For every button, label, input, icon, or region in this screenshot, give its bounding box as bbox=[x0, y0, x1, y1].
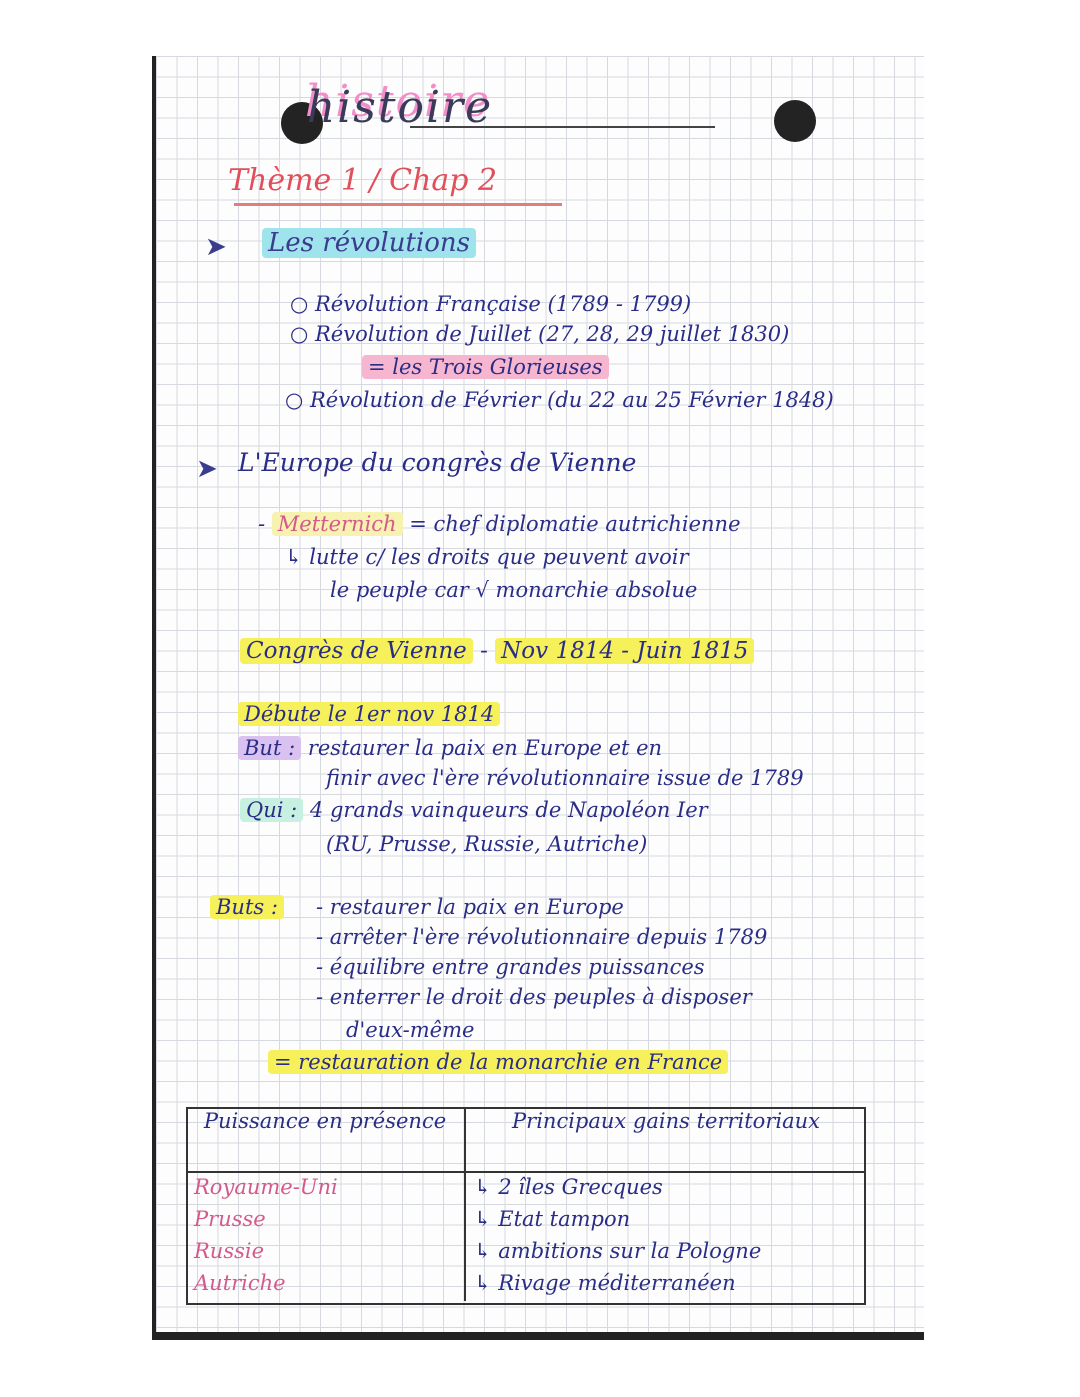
list-item bbox=[362, 355, 609, 379]
buts-label: Buts : bbox=[210, 895, 284, 919]
buts-result bbox=[268, 1050, 728, 1074]
gain-cell: ↳ Rivage méditerranéen bbox=[474, 1271, 736, 1295]
punch-hole-right bbox=[774, 100, 816, 142]
table-row bbox=[186, 1172, 866, 1205]
list-item-text: Révolution de Février (du 22 au 25 Février 1848) bbox=[310, 388, 834, 412]
but-label: But : bbox=[238, 736, 301, 760]
page-title: histoire bbox=[306, 82, 494, 133]
buts-item: - restaurer la paix en Europe bbox=[316, 895, 624, 919]
arrow-bullet-icon: ➤ bbox=[196, 454, 218, 484]
section-revolutions-heading: Les révolutions bbox=[262, 228, 476, 258]
buts-item: - arrêter l'ère révolutionnaire depuis 1789 bbox=[316, 925, 768, 949]
gain-cell: ↳ 2 îles Grecques bbox=[474, 1175, 663, 1199]
gains-table bbox=[186, 1107, 866, 1301]
power-cell: Autriche bbox=[186, 1269, 465, 1301]
table-header-row bbox=[186, 1107, 866, 1172]
trois-glorieuses-highlight: = les Trois Glorieuses bbox=[362, 355, 609, 379]
qui-label: Qui : bbox=[240, 798, 303, 822]
congres-label: Congrès de Vienne bbox=[240, 638, 473, 664]
debut-label: Débute le 1er nov 1814 bbox=[238, 702, 500, 726]
metternich-line2: ↳ lutte c/ les droits que peuvent avoir bbox=[285, 545, 689, 569]
but-line bbox=[238, 736, 662, 760]
theme-heading: Thème 1 / Chap 2 bbox=[228, 163, 498, 198]
metternich-line: - Metternich = chef diplomatie autrichienne bbox=[258, 512, 741, 536]
debut-line bbox=[238, 702, 500, 726]
metternich-role: = chef diplomatie autrichienne bbox=[409, 512, 741, 536]
buts-item: - enterrer le droit des peuples à disposer bbox=[316, 985, 752, 1009]
congres-dates: Nov 1814 - Juin 1815 bbox=[495, 638, 754, 664]
congres-dash: - bbox=[480, 638, 488, 664]
col-header-puissance: Puissance en présence bbox=[186, 1107, 465, 1172]
but-text: restaurer la paix en Europe et en bbox=[307, 736, 663, 760]
list-item-text: Révolution de Juillet (27, 28, 29 juillet 1830) bbox=[315, 322, 790, 346]
qui-line bbox=[240, 798, 708, 822]
qui-line2: (RU, Prusse, Russie, Autriche) bbox=[326, 832, 648, 856]
power-cell: Royaume-Uni bbox=[186, 1172, 465, 1205]
power-cell: Prusse bbox=[186, 1205, 465, 1237]
theme-underline bbox=[234, 203, 562, 206]
but-line2: finir avec l'ère révolutionnaire issue de 1789 bbox=[326, 766, 804, 790]
list-item: ○ Révolution de Juillet (27, 28, 29 juillet 1830) bbox=[290, 322, 790, 346]
arrow-bullet-icon: ➤ bbox=[205, 232, 227, 262]
list-item: ○ Révolution Française (1789 - 1799) bbox=[290, 292, 692, 316]
table-row bbox=[186, 1269, 866, 1301]
buts-cont: d'eux-même bbox=[346, 1018, 475, 1042]
list-item: ○ Révolution de Février (du 22 au 25 Février 1848) bbox=[285, 388, 834, 412]
gain-cell: ↳ Etat tampon bbox=[474, 1207, 631, 1231]
table-row bbox=[186, 1205, 866, 1237]
metternich-line3: le peuple car √ monarchie absolue bbox=[330, 578, 698, 602]
qui-text: 4 grands vainqueurs de Napoléon Ier bbox=[309, 798, 708, 822]
col-header-gains: Principaux gains territoriaux bbox=[465, 1107, 866, 1172]
buts-item: - équilibre entre grandes puissances bbox=[316, 955, 705, 979]
gain-cell: ↳ ambitions sur la Pologne bbox=[474, 1239, 762, 1263]
title-underline bbox=[410, 126, 715, 128]
buts-label-wrap bbox=[210, 895, 284, 919]
table-row bbox=[186, 1237, 866, 1269]
section-congres-heading: L'Europe du congrès de Vienne bbox=[238, 448, 637, 477]
list-item-text: Révolution Française (1789 - 1799) bbox=[315, 292, 692, 316]
metternich-name: Metternich bbox=[272, 512, 403, 536]
congres-line bbox=[240, 638, 754, 664]
power-cell: Russie bbox=[186, 1237, 465, 1269]
buts-result-text: = restauration de la monarchie en France bbox=[268, 1050, 728, 1074]
